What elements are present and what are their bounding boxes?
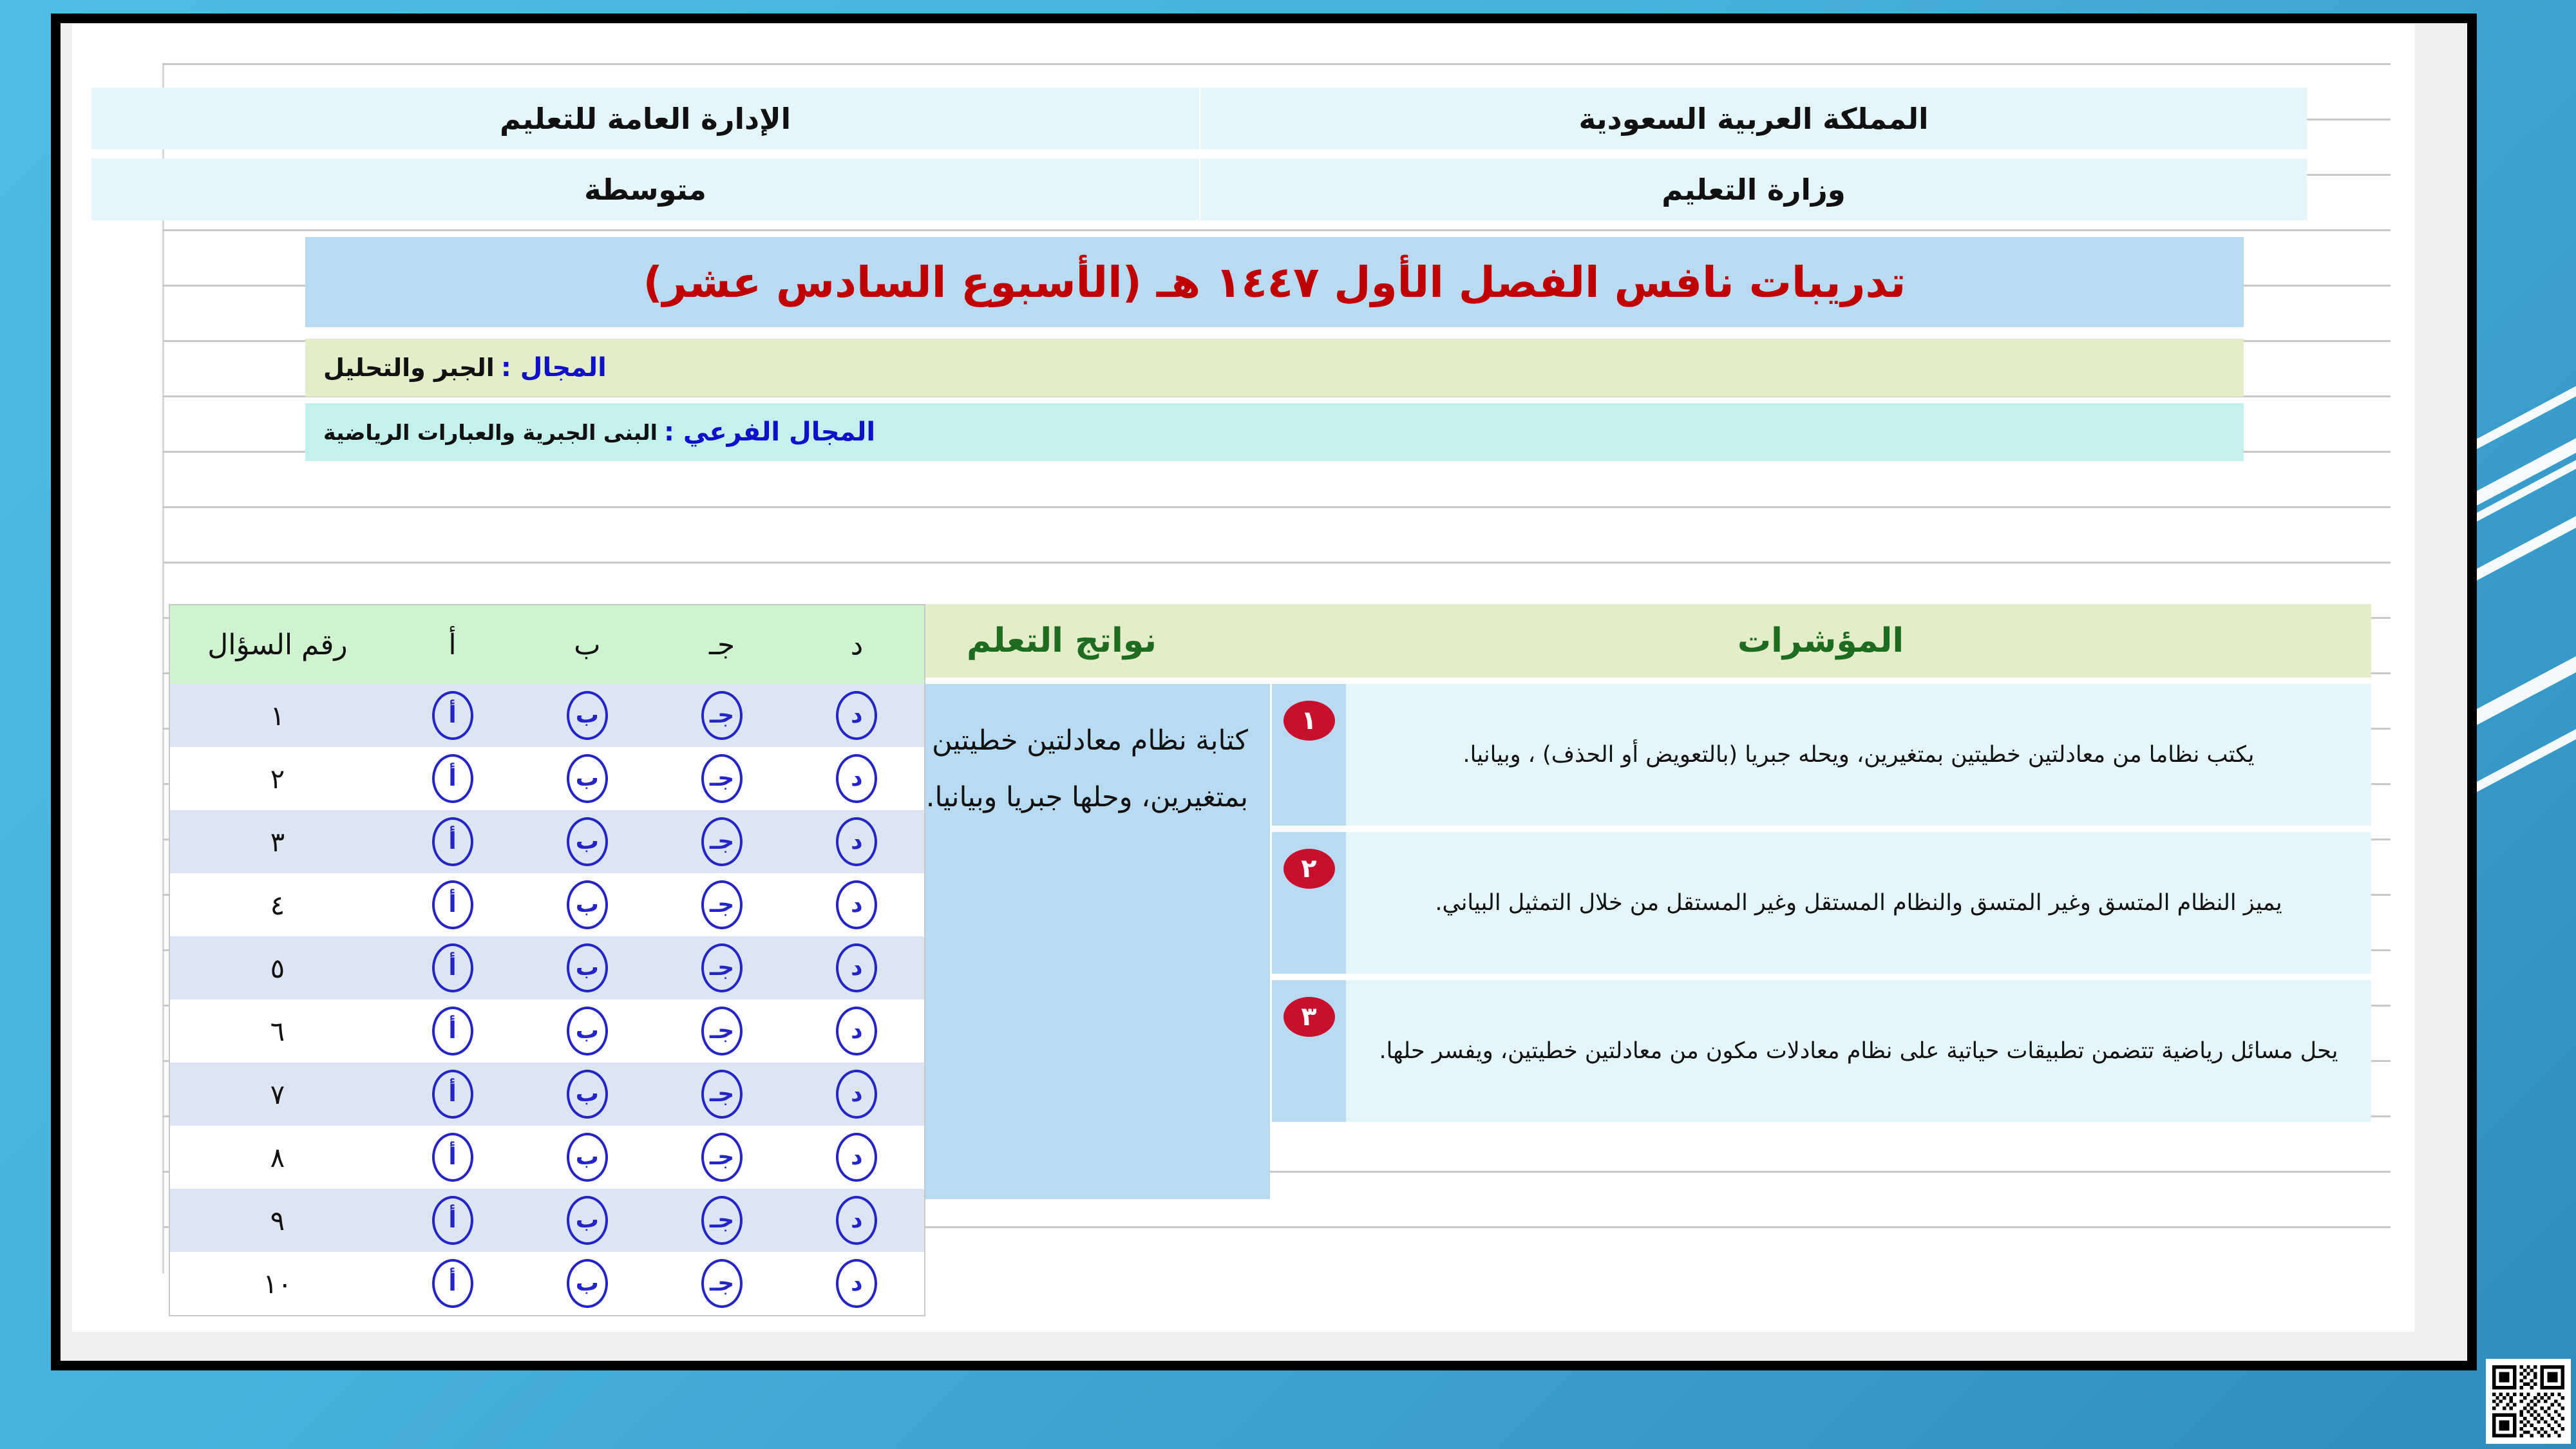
answer-option-cell[interactable] xyxy=(385,1007,520,1056)
answer-grid-row xyxy=(170,999,924,1063)
answer-grid-header-option: جـ xyxy=(709,628,735,661)
answer-option-cell[interactable] xyxy=(790,691,924,740)
indicator-text-cell xyxy=(1346,980,2371,1122)
answer-bubble[interactable]: أ xyxy=(432,1007,473,1056)
answer-bubble[interactable]: أ xyxy=(432,943,473,992)
domain-sub-row xyxy=(305,403,2244,461)
answer-bubble[interactable]: جـ xyxy=(701,880,743,929)
question-number-cell: ٢ xyxy=(270,762,285,795)
column-header-outcomes: نواتج التعلم xyxy=(851,604,1270,677)
answer-grid-row xyxy=(170,936,924,999)
answer-option-cell[interactable] xyxy=(790,754,924,803)
answer-option-cell[interactable] xyxy=(790,1259,924,1308)
rule-line xyxy=(162,506,2391,508)
indicator-row xyxy=(1270,980,2371,1122)
answer-bubble[interactable]: د xyxy=(836,1133,877,1182)
answer-option-cell[interactable] xyxy=(654,1007,789,1056)
header-cell-school-stage: متوسطة xyxy=(91,158,1199,220)
answer-bubble[interactable]: د xyxy=(836,1070,877,1119)
answer-grid-row xyxy=(170,810,924,873)
question-number-cell: ٨ xyxy=(270,1141,285,1173)
answer-option-cell[interactable] xyxy=(790,880,924,929)
answer-option-cell[interactable] xyxy=(790,1133,924,1182)
question-number-cell: ٣ xyxy=(270,826,285,858)
indicators-column xyxy=(1270,684,2371,1199)
answer-grid-row xyxy=(170,747,924,810)
answer-option-cell[interactable] xyxy=(654,1196,789,1245)
answer-option-cell[interactable] xyxy=(520,1259,654,1308)
answer-grid-row xyxy=(170,1189,924,1252)
answer-option-cell[interactable] xyxy=(654,1259,789,1308)
answer-option-cell[interactable] xyxy=(654,1133,789,1182)
indicator-number-cell xyxy=(1270,980,1346,1122)
answer-option-cell[interactable] xyxy=(520,817,654,866)
answer-option-cell[interactable] xyxy=(385,817,520,866)
answer-bubble[interactable]: جـ xyxy=(701,943,743,992)
domain-main-row xyxy=(305,339,2244,397)
answer-grid-row xyxy=(170,1126,924,1189)
qr-code[interactable] xyxy=(2486,1359,2571,1444)
answer-grid-row xyxy=(170,684,924,747)
answer-bubble[interactable]: د xyxy=(836,817,877,866)
answer-bubble[interactable]: جـ xyxy=(701,817,743,866)
answer-option-cell[interactable] xyxy=(654,754,789,803)
answer-bubble[interactable]: ب xyxy=(567,1133,608,1182)
learning-outcomes-table-header xyxy=(851,604,2371,677)
answer-option-cell[interactable] xyxy=(520,943,654,992)
answer-grid-row xyxy=(170,1063,924,1126)
answer-bubble[interactable]: أ xyxy=(432,1070,473,1119)
answer-grid-row xyxy=(170,873,924,936)
header-cell-country: المملكة العربية السعودية xyxy=(1199,88,2307,149)
answer-bubble[interactable]: ب xyxy=(567,817,608,866)
answer-option-cell[interactable] xyxy=(790,1070,924,1119)
answer-bubble[interactable]: ب xyxy=(567,691,608,740)
answer-bubble[interactable]: ب xyxy=(567,1007,608,1056)
learning-outcomes-table xyxy=(851,604,2371,1199)
answer-option-cell[interactable] xyxy=(385,754,520,803)
answer-option-cell[interactable] xyxy=(790,1007,924,1056)
header-cell-ministry: وزارة التعليم xyxy=(1199,158,2307,220)
answer-bubble[interactable]: جـ xyxy=(701,1133,743,1182)
answer-bubble[interactable]: ب xyxy=(567,880,608,929)
domain-main-value: الجبر والتحليل xyxy=(323,354,495,382)
answer-bubble[interactable]: د xyxy=(836,880,877,929)
answer-bubble[interactable]: د xyxy=(836,754,877,803)
question-number-cell: ٦ xyxy=(270,1015,285,1047)
indicator-number-cell xyxy=(1270,684,1346,826)
answer-option-cell[interactable] xyxy=(520,1007,654,1056)
answer-option-cell[interactable] xyxy=(654,817,789,866)
indicator-text: يحل مسائل رياضية تتضمن تطبيقات حياتية على نظام معادلات مكون من معادلتين خطيتين، ويفسر حلها. xyxy=(1379,1037,2338,1064)
domain-main-label: المجال : xyxy=(500,353,607,383)
answer-option-cell[interactable] xyxy=(520,1070,654,1119)
worksheet-title-banner xyxy=(305,237,2244,327)
answer-grid-body xyxy=(170,684,924,1315)
answer-bubble[interactable]: أ xyxy=(432,1196,473,1245)
outcome-text: كتابة نظام معادلتين خطيتين بمتغيرين، وحلها جبريا وبيانيا. xyxy=(925,724,1248,814)
question-number-cell: ٧ xyxy=(270,1078,285,1110)
answer-bubble[interactable]: ب xyxy=(567,754,608,803)
answer-bubble[interactable]: أ xyxy=(432,754,473,803)
header-row xyxy=(91,158,2307,220)
answer-bubble[interactable]: جـ xyxy=(701,754,743,803)
answer-option-cell[interactable] xyxy=(790,1196,924,1245)
answer-option-cell[interactable] xyxy=(385,943,520,992)
qr-code-icon xyxy=(2492,1365,2564,1437)
indicator-number-badge: ٣ xyxy=(1283,997,1335,1037)
answer-bubble[interactable]: جـ xyxy=(701,1259,743,1308)
indicator-text: يميز النظام المتسق وغير المتسق والنظام المستقل وغير المستقل من خلال التمثيل البياني. xyxy=(1435,889,2282,916)
column-header-indicators: المؤشرات xyxy=(1270,604,2371,677)
answer-option-cell[interactable] xyxy=(790,943,924,992)
answer-bubble[interactable]: د xyxy=(836,943,877,992)
answer-option-cell[interactable] xyxy=(520,754,654,803)
answer-option-cell[interactable] xyxy=(520,880,654,929)
indicator-number-cell xyxy=(1270,832,1346,974)
answer-bubble-grid xyxy=(169,604,925,1316)
institution-header-table xyxy=(91,88,2307,229)
answer-bubble[interactable]: أ xyxy=(432,1259,473,1308)
header-cell-education-admin: الإدارة العامة للتعليم xyxy=(91,88,1199,149)
answer-bubble[interactable]: أ xyxy=(432,880,473,929)
domain-sub-value: البنى الجبرية والعبارات الرياضية xyxy=(323,419,658,445)
answer-bubble[interactable]: جـ xyxy=(701,1070,743,1119)
answer-option-cell[interactable] xyxy=(385,691,520,740)
answer-option-cell[interactable] xyxy=(385,880,520,929)
answer-option-cell[interactable] xyxy=(654,1070,789,1119)
indicator-row xyxy=(1270,684,2371,826)
answer-option-cell[interactable] xyxy=(654,691,789,740)
answer-grid-header-option: د xyxy=(850,628,864,661)
answer-option-cell[interactable] xyxy=(385,1259,520,1308)
document-paper xyxy=(72,24,2414,1332)
indicator-number-badge: ١ xyxy=(1283,701,1335,741)
question-number-cell: ١ xyxy=(270,699,285,732)
answer-grid-header-option: ب xyxy=(574,628,601,661)
rule-line xyxy=(162,229,2391,231)
question-number-cell: ١٠ xyxy=(263,1267,292,1300)
answer-bubble[interactable]: أ xyxy=(432,691,473,740)
answer-bubble[interactable]: جـ xyxy=(701,1007,743,1056)
answer-grid-header-option: أ xyxy=(448,628,457,661)
indicator-text-cell xyxy=(1346,684,2371,826)
learning-outcomes-table-body xyxy=(851,684,2371,1199)
answer-bubble[interactable]: د xyxy=(836,1259,877,1308)
rule-line xyxy=(162,63,2391,65)
indicator-number-badge: ٢ xyxy=(1283,849,1335,889)
answer-option-cell[interactable] xyxy=(385,1196,520,1245)
answer-option-cell[interactable] xyxy=(654,943,789,992)
answer-grid-header xyxy=(170,605,924,684)
answer-bubble[interactable]: ب xyxy=(567,1196,608,1245)
answer-option-cell[interactable] xyxy=(520,1133,654,1182)
answer-grid-header-question-number: رقم السؤال xyxy=(207,628,348,661)
answer-bubble[interactable]: ب xyxy=(567,1070,608,1119)
indicator-text-cell xyxy=(1346,832,2371,974)
answer-option-cell[interactable] xyxy=(520,1196,654,1245)
question-number-cell: ٥ xyxy=(270,952,285,984)
answer-option-cell[interactable] xyxy=(520,691,654,740)
answer-option-cell[interactable] xyxy=(654,880,789,929)
answer-bubble[interactable]: جـ xyxy=(701,691,743,740)
answer-bubble[interactable]: أ xyxy=(432,817,473,866)
indicator-text: يكتب نظاما من معادلتين خطيتين بمتغيرين، ويحله جبريا (بالتعويض أو الحذف) ، وبيانيا. xyxy=(1463,741,2255,768)
indicator-row xyxy=(1270,832,2371,974)
answer-bubble[interactable]: جـ xyxy=(701,1196,743,1245)
rule-line xyxy=(162,562,2391,564)
rule-vertical xyxy=(162,63,164,1274)
answer-bubble[interactable]: د xyxy=(836,691,877,740)
header-row xyxy=(91,88,2307,149)
answer-option-cell[interactable] xyxy=(385,1070,520,1119)
question-number-cell: ٤ xyxy=(270,889,285,921)
answer-bubble[interactable]: ب xyxy=(567,1259,608,1308)
answer-bubble[interactable]: ب xyxy=(567,943,608,992)
answer-bubble[interactable]: د xyxy=(836,1196,877,1245)
domain-sub-label: المجال الفرعي : xyxy=(663,417,876,447)
question-number-cell: ٩ xyxy=(270,1204,285,1236)
answer-bubble[interactable]: د xyxy=(836,1007,877,1056)
page-title: تدريبات نافس الفصل الأول ١٤٤٧ هـ (الأسبوع السادس عشر) xyxy=(643,257,1906,307)
answer-bubble[interactable]: أ xyxy=(432,1133,473,1182)
answer-option-cell[interactable] xyxy=(790,817,924,866)
answer-grid-row xyxy=(170,1252,924,1315)
answer-option-cell[interactable] xyxy=(385,1133,520,1182)
